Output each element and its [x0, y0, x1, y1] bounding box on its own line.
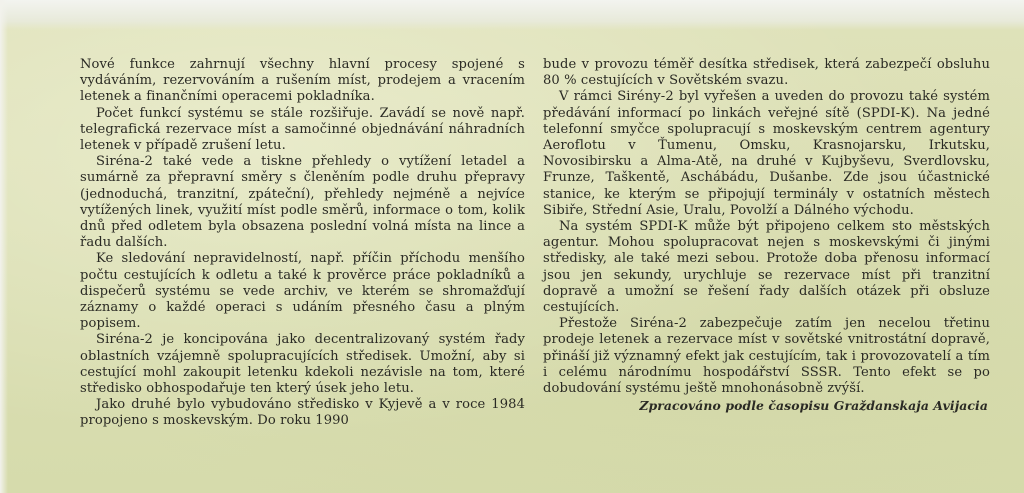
paragraph: V rámci Sirény-2 byl vyřešen a uveden do provozu také systém předávání informací po linkách veřejné sítě (SPDI-K). Na jedné telefonní smyčce spolupracují s moskevským centrem agentury Aeroflotu v Ťumenu, Omsku, Krasnojarsku, Irkutsku, Novosibirsku a Alma-Atě, na druhé v Kujbyševu, Sverdlovsku, Frunze, Taškentě, Aschábádu, Dušanbe. Zde jsou účastnické stanice, ke kterým se připojují terminály v ostatních městech Sibiře, Střední Asie, Uralu, Povolží a Dálného východu. — [543, 89, 990, 218]
paragraph: Siréna-2 také vede a tiskne přehledy o vytížení letadel a sumárně za přepravní směry s členěním podle druhu přepravy (jednoduchá, tranzitní, zpáteční), přehledy nejméně a nejvíce vytížených linek, využití míst podle směrů, informace o tom, kolik dnů před odletem byla obsazena poslední volná místa na lince a řadu dalších. — [80, 154, 525, 251]
paragraph: Na systém SPDI-K může být připojeno celkem sto městských agentur. Mohou spolupracovat nejen s moskevskými či jinými středisky, ale také mezi sebou. Protože doba přenosu informací jsou jen sekundy, urychluje se rezervace míst při tranzitní dopravě a umožní se řešení řady dalších otázek při obsluze cestujících. — [543, 219, 990, 316]
paragraph: Přestože Siréna-2 zabezpečuje zatím jen necelou třetinu prodeje letenek a rezervace míst v sovětské vnitrostátní dopravě, přináší již významný efekt jak cestujícím, tak i provozovatelí a tím i celému národnímu hospodářství SSSR. Tento efekt se po dobudování systému ještě mnohonásobně zvýší. — [543, 316, 990, 397]
paragraph: Ke sledování nepravidelností, např. příčin příchodu menšího počtu cestujících k odletu a také k prověrce práce pokladníků a dispečerů systému se vede archiv, ve kterém se shromažďují záznamy o každé operaci s udáním přesného času a plným popisem. — [80, 251, 525, 332]
paragraph: Počet funkcí systému se stále rozšiřuje. Zavádí se nově např. telegrafická rezervace míst a samočinné objednávání náhradních letenek v případě zrušení letu. — [80, 105, 525, 154]
left-text-column — [80, 57, 525, 430]
paragraph: Siréna-2 je koncipována jako decentralizovaný systém řady oblastních vzájemně spolupracujících středisek. Umožní, aby si cestující mohl zakoupit letenku kdekoli nezávisle na tom, které středisko obhospodařuje ten který úsek jeho letu. — [80, 332, 525, 397]
page-left-edge — [0, 0, 8, 493]
right-text-column — [543, 57, 990, 414]
paragraph: Jako druhé bylo vybudováno středisko v Kyjevě a v roce 1984 propojeno s moskevským. Do roku 1990 — [80, 397, 525, 429]
paragraph: Nové funkce zahrnují všechny hlavní procesy spojené s vydáváním, rezervováním a rušením míst, prodejem a vracením letenek a finančními operacemi pokladníka. — [80, 57, 525, 105]
source-credit: Zpracováno podle časopisu Graždanskaja Avijacia — [639, 398, 988, 414]
paragraph: bude v provozu téměř desítka středisek, která zabezpečí obsluhu 80 % cestujících v Sovětském svazu. — [543, 57, 990, 89]
page-top-shadow — [0, 0, 1024, 30]
